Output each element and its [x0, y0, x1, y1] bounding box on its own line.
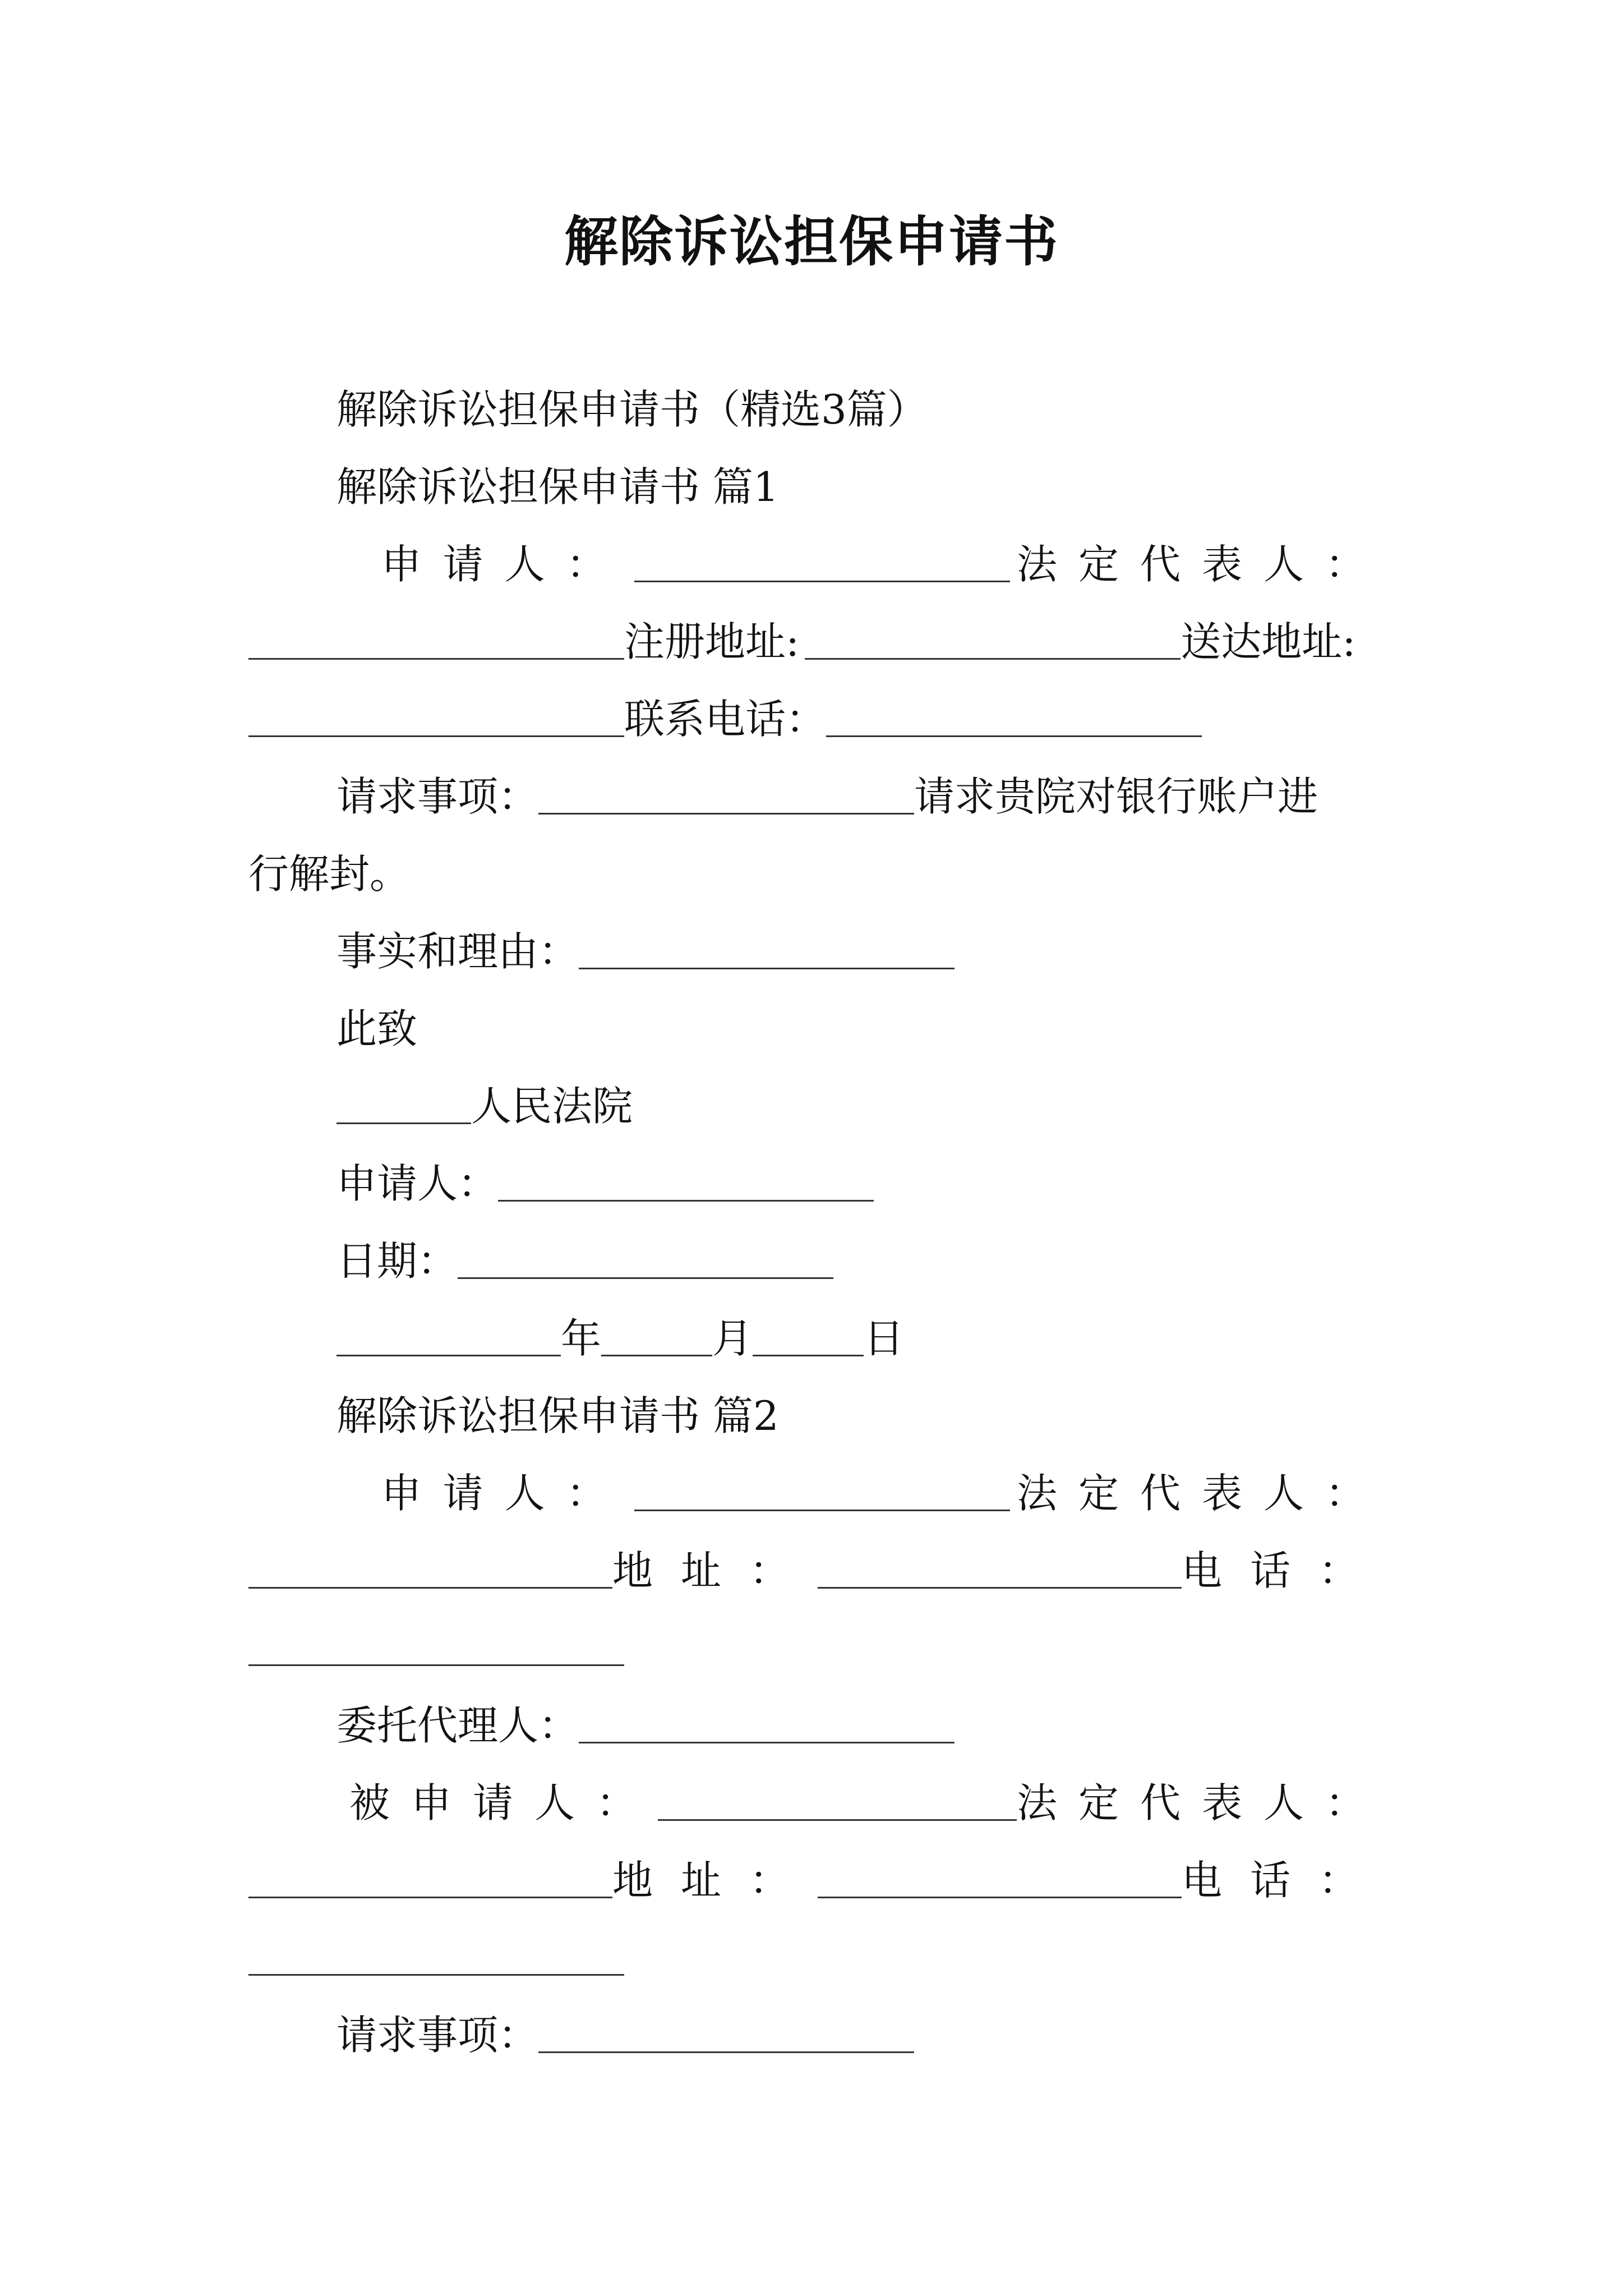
s2-address-blank[interactable] — [818, 1553, 1182, 1589]
s1-phone-line — [248, 691, 1202, 747]
s1-court-blank[interactable] — [336, 1089, 471, 1124]
s2-phone-blank-line — [248, 1620, 624, 1676]
s2-address-line-2 — [248, 1852, 1387, 1908]
s1-ymd-line — [336, 1310, 904, 1366]
intro-text: 解除诉讼担保申请书（精选3篇） — [336, 386, 928, 433]
section2-heading — [336, 1388, 779, 1444]
s2-phone-blank-2[interactable] — [248, 1940, 624, 1976]
s1-legal-rep-label: 法定代表人： — [1016, 541, 1387, 588]
s1-service-address-blank[interactable] — [248, 702, 624, 737]
s2-request-blank[interactable] — [538, 2018, 914, 2053]
s1-month: 月 — [712, 1315, 753, 1362]
s1-request-label: 请求事项： — [336, 773, 539, 820]
s1-request-text-1: 请求贵院对银行账户进 — [914, 773, 1318, 820]
s2-applicant-line — [248, 1465, 1387, 1521]
s1-facts-label: 事实和理由： — [336, 928, 579, 975]
s2-request-line — [336, 2007, 914, 2063]
s2-legal-rep-blank[interactable] — [248, 1553, 612, 1589]
s1-date-line — [336, 1233, 833, 1289]
s1-signer-blank[interactable] — [498, 1166, 874, 1202]
s2-legal-rep-label: 法定代表人： — [1016, 1470, 1387, 1517]
s1-court: 人民法院 — [471, 1083, 633, 1130]
s1-year-blank[interactable] — [336, 1321, 561, 1356]
s2-address-line — [248, 1543, 1387, 1599]
s2-address-label-2: 地址： — [612, 1857, 818, 1904]
s1-date-blank[interactable] — [458, 1244, 833, 1279]
s1-day: 日 — [864, 1315, 905, 1362]
s2-phone-label: 电话： — [1181, 1547, 1387, 1594]
s2-legal-rep-blank-2[interactable] — [248, 1863, 612, 1898]
s2-applicant-blank[interactable] — [634, 1476, 1010, 1511]
s2-agent-blank[interactable] — [579, 1708, 955, 1743]
section1-heading-text: 解除诉讼担保申请书 篇1 — [336, 463, 779, 510]
s1-request-line — [336, 769, 1318, 825]
s1-signer-label: 申请人： — [336, 1160, 499, 1207]
s1-day-blank[interactable] — [753, 1321, 864, 1356]
s1-address-line — [248, 614, 1356, 670]
s1-request-cont — [248, 846, 410, 902]
s2-phone-blank-line-2 — [248, 1930, 624, 1986]
s1-facts-blank[interactable] — [579, 934, 955, 969]
s1-request-text-2: 行解封。 — [248, 850, 411, 898]
s1-date-label: 日期： — [336, 1237, 458, 1285]
s2-address-blank-2[interactable] — [818, 1863, 1182, 1898]
s1-legal-rep-blank[interactable] — [248, 624, 624, 660]
section2-heading-text: 解除诉讼担保申请书 篇2 — [336, 1392, 779, 1439]
s2-agent-line — [336, 1697, 955, 1754]
document-title: 解除诉讼担保申请书 — [564, 210, 1059, 273]
s2-applicant-label: 申请人： — [381, 1470, 628, 1517]
s1-signer-line — [336, 1156, 874, 1212]
s2-phone-label-2: 电话： — [1181, 1857, 1387, 1904]
s1-applicant-line — [248, 536, 1387, 592]
s2-phone-blank[interactable] — [248, 1631, 624, 1666]
s1-salutation-line — [336, 1001, 417, 1057]
s1-facts-line — [336, 923, 955, 979]
s1-request-blank[interactable] — [538, 779, 914, 815]
s1-phone-blank[interactable] — [826, 702, 1202, 737]
section1-heading — [336, 459, 779, 515]
s2-request-label: 请求事项： — [336, 2012, 539, 2059]
s2-respondent-label: 被申请人： — [349, 1779, 658, 1826]
s2-legal-rep-label-2: 法定代表人： — [1016, 1779, 1387, 1826]
intro-line — [336, 381, 928, 438]
s2-address-label: 地址： — [612, 1547, 818, 1594]
s2-agent-label: 委托代理人： — [336, 1702, 579, 1749]
s1-reg-address-blank[interactable] — [805, 624, 1181, 660]
s2-respondent-line — [248, 1775, 1387, 1831]
s1-year: 年 — [561, 1315, 602, 1362]
s1-court-line — [336, 1078, 633, 1134]
s1-phone-label: 联系电话： — [624, 696, 827, 743]
s2-respondent-blank[interactable] — [658, 1786, 1017, 1821]
s1-applicant-blank[interactable] — [634, 547, 1010, 582]
s1-reg-address-label: 注册地址: — [624, 618, 800, 665]
s1-service-address-label: 送达地址: — [1181, 618, 1356, 665]
s1-applicant-label: 申请人： — [381, 541, 628, 588]
s1-salutation: 此致 — [336, 1005, 418, 1052]
s1-month-blank[interactable] — [601, 1321, 712, 1356]
